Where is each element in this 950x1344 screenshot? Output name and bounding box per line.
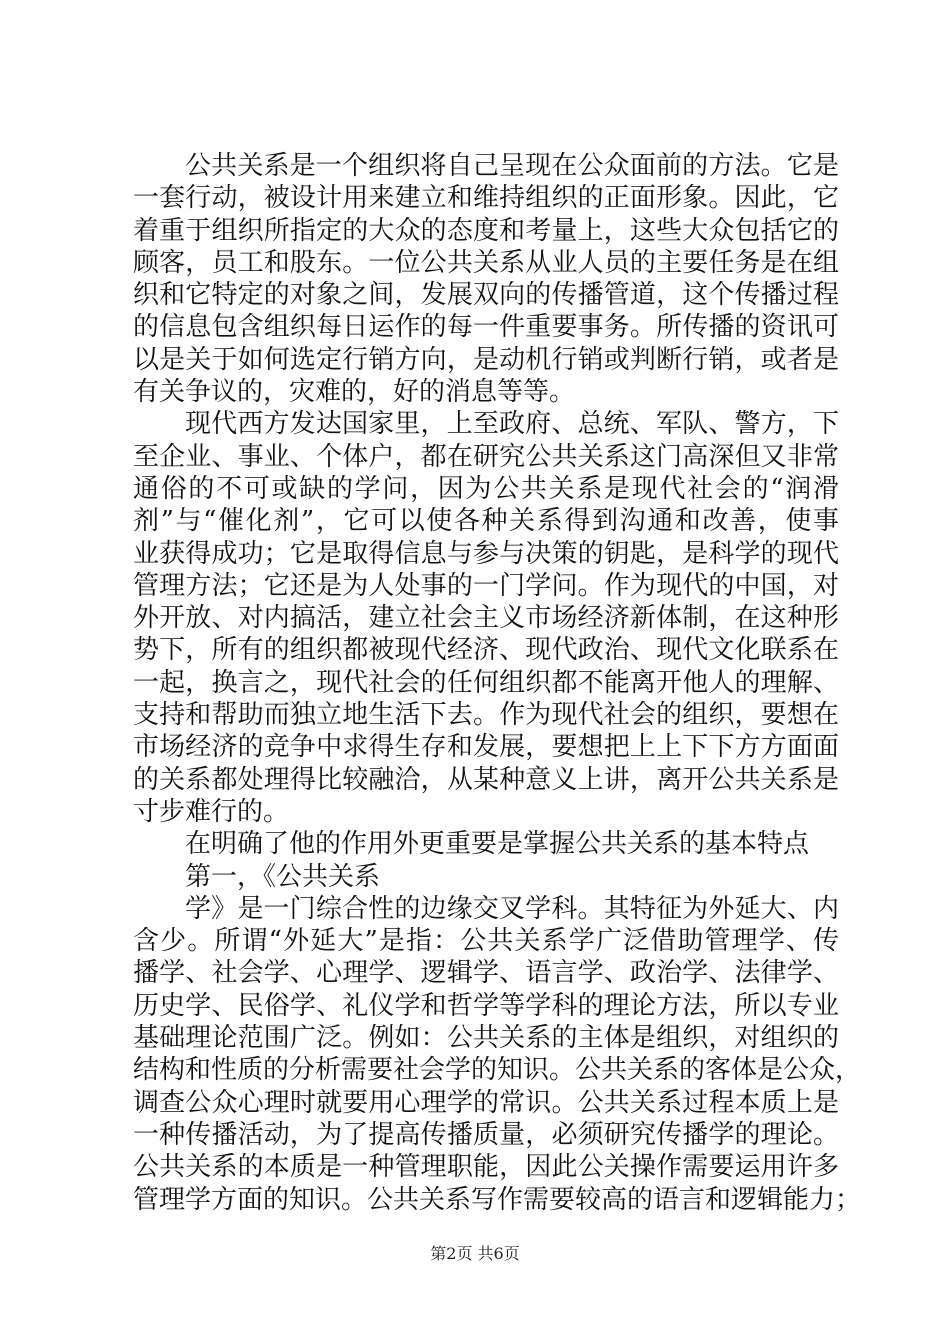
text-line-25: 含少。所谓“外延大”是指：公共关系学广泛借助管理学、传: [133, 926, 839, 957]
text-line-11: 通俗的不可或缺的学问，因为公共关系是现代社会的“润滑: [133, 473, 839, 504]
text-line-32: 公共关系的本质是一种管理职能，因此公关操作需要运用许多: [133, 1152, 839, 1183]
text-line-7: 以是关于如何选定行销方向，是动机行销或判断行销，或者是: [133, 344, 839, 375]
text-line-6: 的信息包含组织每日运作的每一件重要事务。所传播的资讯可: [133, 312, 839, 343]
text-line-9: 现代西方发达国家里，上至政府、总统、军队、警方，下: [185, 409, 839, 440]
text-line-23: 第一，《公共关系: [185, 861, 381, 892]
text-line-17: 一起，换言之，现代社会的任何组织都不能离开他人的理解、: [133, 667, 839, 698]
text-line-5: 织和它特定的对象之间，发展双向的传播管道，这个传播过程: [133, 280, 839, 311]
text-line-31: 一种传播活动，为了提高传播质量，必须研究传播学的理论。: [133, 1119, 839, 1150]
text-line-16: 势下，所有的组织都被现代经济、现代政治、现代文化联系在: [133, 635, 839, 666]
text-line-18: 支持和帮助而独立地生活下去。作为现代社会的组织，要想在: [133, 700, 839, 731]
text-line-15: 外开放、对内搞活，建立社会主义市场经济新体制，在这种形: [133, 603, 839, 634]
text-line-22: 在明确了他的作用外更重要是掌握公共关系的基本特点: [185, 829, 810, 860]
text-line-13: 业获得成功；它是取得信息与参与决策的钥匙，是科学的现代: [133, 538, 839, 569]
text-line-20: 的关系都处理得比较融洽，从某种意义上讲，离开公共关系是: [133, 764, 839, 795]
document-body: [133, 150, 862, 1216]
text-line-12: 剂”与“催化剂”，它可以使各种关系得到沟通和改善，使事: [133, 506, 839, 537]
text-line-8: 有关争议的，灾难的，好的消息等等。: [133, 377, 576, 408]
text-line-4: 顾客，员工和股东。一位公共关系从业人员的主要任务是在组: [133, 247, 839, 278]
page-number-footer: 第2页 共6页: [430, 1244, 520, 1263]
text-line-21: 寸步难行的。: [133, 796, 290, 827]
text-line-28: 基础理论范围广泛。例如：公共关系的主体是组织，对组织的: [133, 1023, 839, 1054]
text-line-26: 播学、社会学、心理学、逻辑学、语言学、政治学、法律学、: [133, 958, 839, 989]
text-line-14: 管理方法；它还是为人处事的一门学问。作为现代的中国，对: [133, 570, 839, 601]
text-line-2: 一套行动，被设计用来建立和维持组织的正面形象。因此，它: [133, 183, 839, 214]
text-line-24: 学》是一门综合性的边缘交叉学科。其特征为外延大、内: [185, 893, 839, 924]
text-line-27: 历史学、民俗学、礼仪学和哲学等学科的理论方法，所以专业: [133, 990, 839, 1021]
text-line-19: 市场经济的竞争中求得生存和发展，要想把上上下下方方面面: [133, 732, 839, 763]
text-line-3: 着重于组织所指定的大众的态度和考量上，这些大众包括它的: [133, 215, 839, 246]
text-line-30: 调查公众心理时就要用心理学的常识。公共关系过程本质上是: [133, 1087, 839, 1118]
text-line-29: 结构和性质的分析需要社会学的知识。公共关系的客体是公众，: [133, 1055, 862, 1086]
text-line-1: 公共关系是一个组织将自己呈现在公众面前的方法。它是: [185, 151, 839, 181]
text-line-10: 至企业、事业、个体户，都在研究公共关系这门高深但又非常: [133, 441, 839, 472]
text-line-33: 管理学方面的知识。公共关系写作需要较高的语言和逻辑能力；: [133, 1184, 862, 1215]
